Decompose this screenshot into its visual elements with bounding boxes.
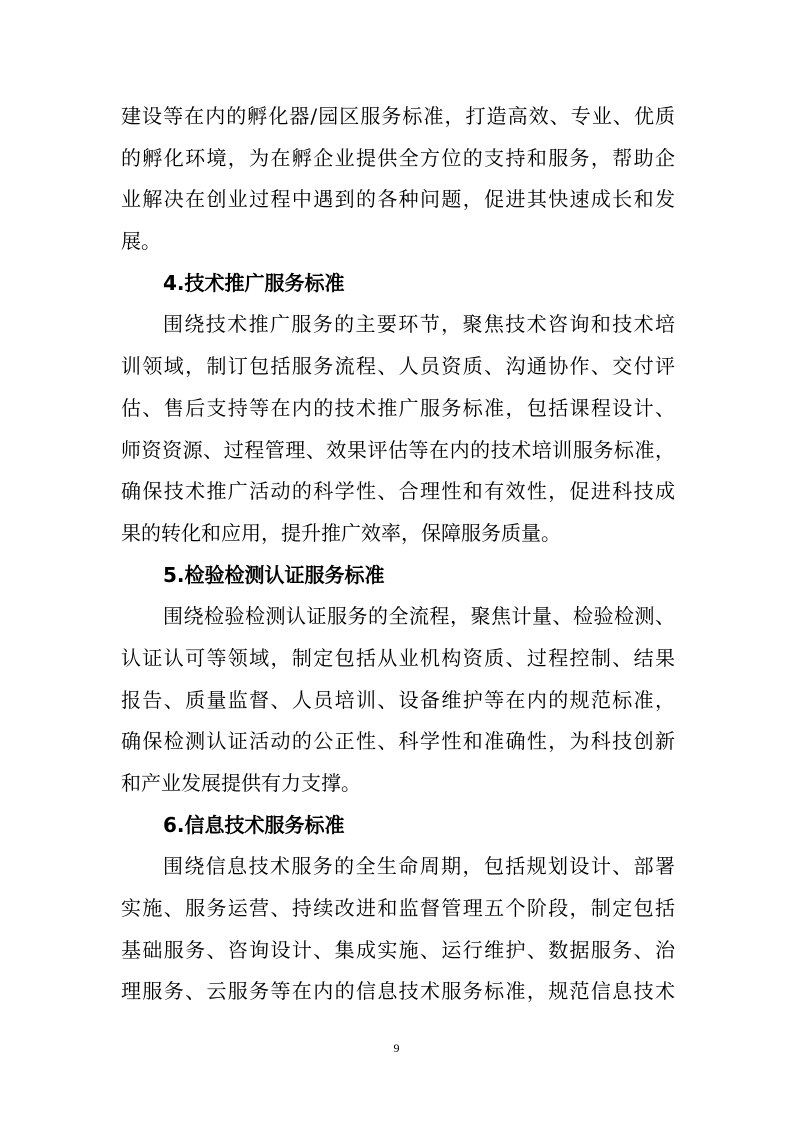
paragraph-line: 报告、质量监督、人员培训、设备维护等在内的规范标准， — [121, 687, 675, 712]
paragraph-line: 围绕技术推广服务的主要环节，聚焦技术咨询和技术培 — [163, 312, 675, 337]
paragraph-line: 的孵化环境，为在孵企业提供全方位的支持和服务，帮助企 — [121, 145, 675, 170]
section-heading: 6.信息技术服务标准 — [163, 812, 345, 837]
paragraph-line: 展。 — [121, 229, 161, 254]
paragraph-line: 师资资源、过程管理、效果评估等在内的技术培训服务标准， — [121, 437, 675, 462]
paragraph-line: 确保检测认证活动的公正性、科学性和准确性，为科技创新 — [121, 729, 675, 754]
paragraph-line: 围绕检验检测认证服务的全流程，聚焦计量、检验检测、 — [163, 604, 675, 629]
paragraph-line: 认证认可等领域，制定包括从业机构资质、过程控制、结果 — [121, 645, 675, 670]
paragraph-line: 训领域，制订包括服务流程、人员资质、沟通协作、交付评 — [121, 354, 675, 379]
paragraph-line: 实施、服务运营、持续改进和监督管理五个阶段，制定包括 — [121, 896, 675, 921]
paragraph-line: 建设等在内的孵化器/园区服务标准，打造高效、专业、优质 — [121, 104, 675, 128]
paragraph-line: 围绕信息技术服务的全生命周期，包括规划设计、部署 — [163, 854, 675, 879]
section-heading: 4.技术推广服务标准 — [163, 270, 345, 295]
paragraph-line: 果的转化和应用，提升推广效率，保障服务质量。 — [121, 520, 561, 545]
paragraph-line: 业解决在创业过程中遇到的各种问题，促进其快速成长和发 — [121, 187, 675, 212]
paragraph-line: 理服务、云服务等在内的信息技术服务标准，规范信息技术 — [121, 979, 675, 1004]
paragraph-line: 确保技术推广活动的科学性、合理性和有效性，促进科技成 — [121, 479, 675, 504]
paragraph-line: 和产业发展提供有力支撑。 — [121, 771, 361, 795]
page-number: 9 — [393, 1041, 400, 1055]
document-body — [121, 96, 675, 1013]
paragraph-line: 基础服务、咨询设计、集成实施、运行维护、数据服务、治 — [121, 937, 675, 962]
section-heading: 5.检验检测认证服务标准 — [163, 562, 385, 587]
paragraph-line: 估、售后支持等在内的技术推广服务标准，包括课程设计、 — [121, 395, 675, 420]
